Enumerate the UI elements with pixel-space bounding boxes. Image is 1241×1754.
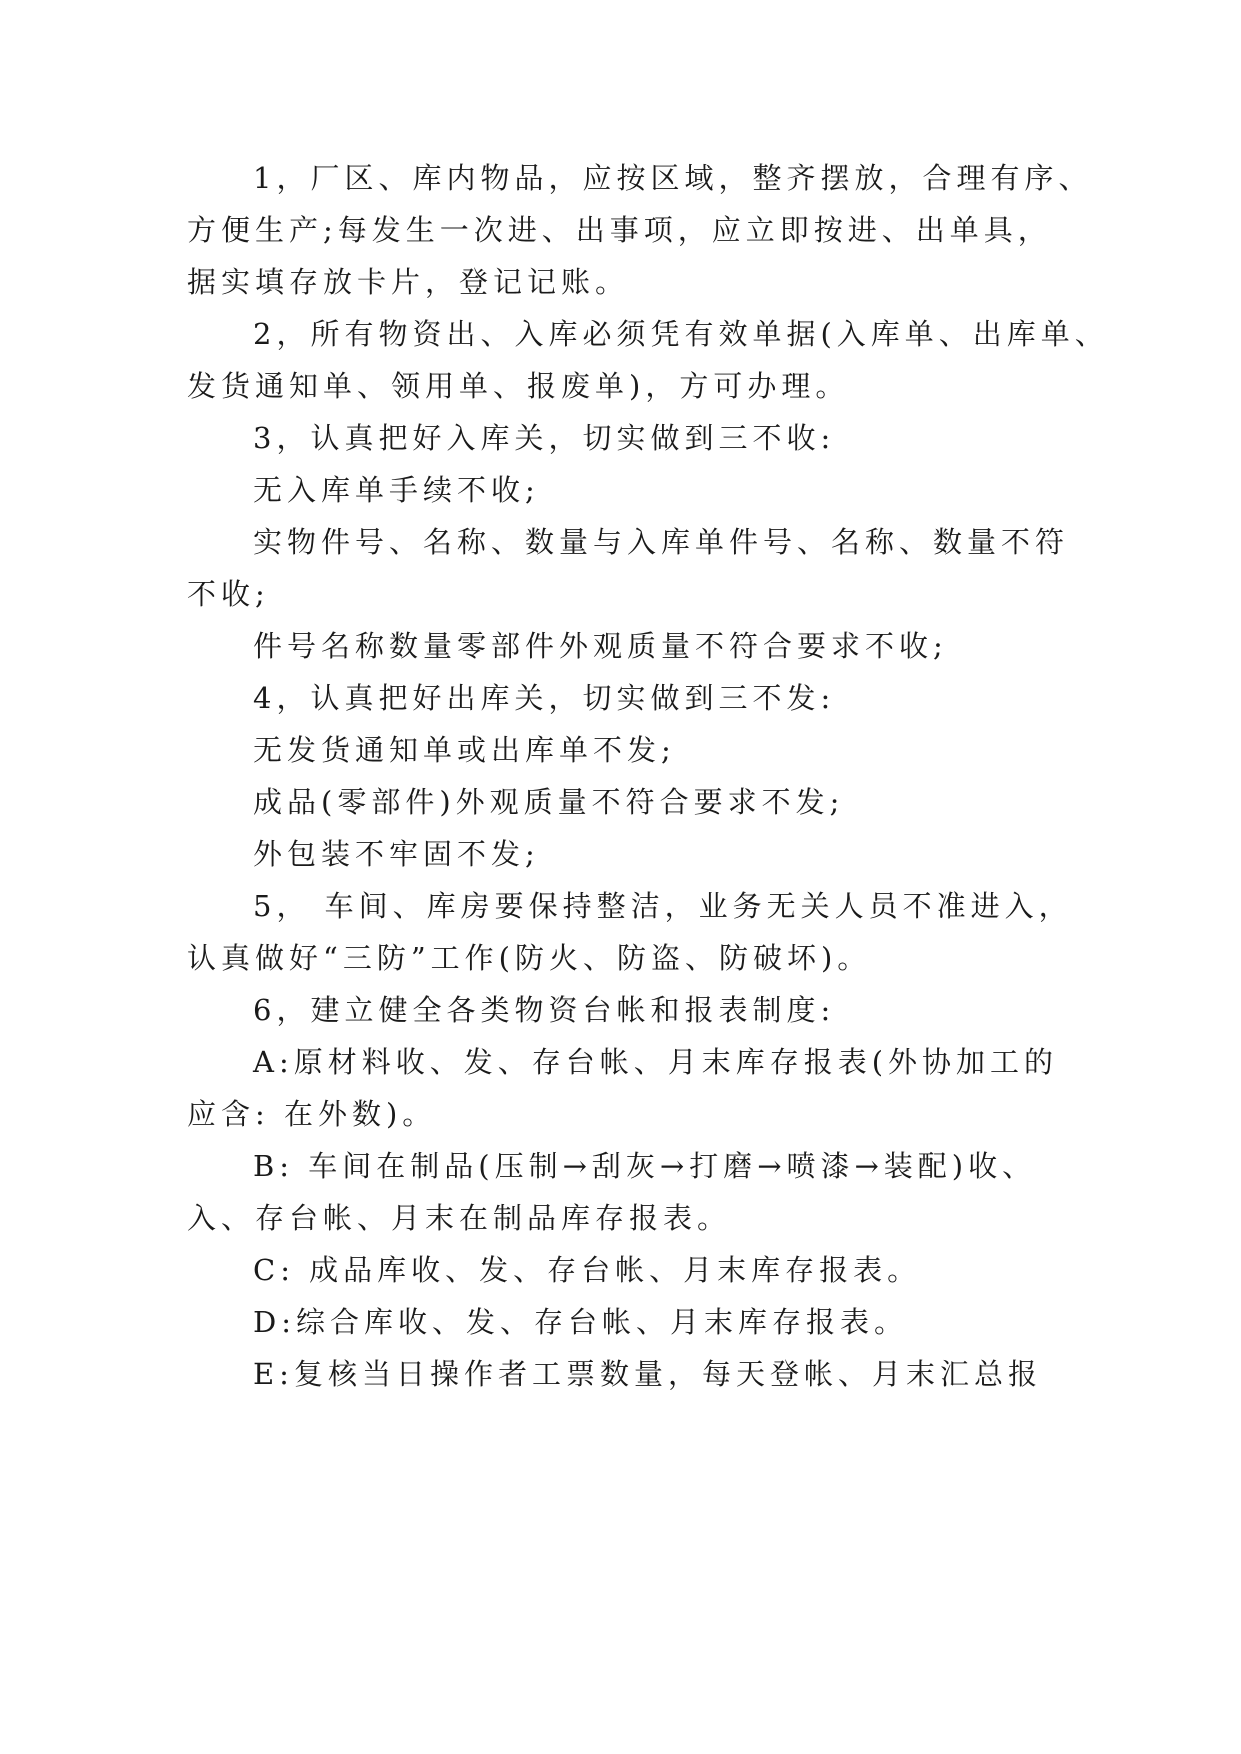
rule-5-line-2: 认真做好“三防”工作(防火、防盗、防破坏)。	[187, 941, 872, 975]
rule-4-item-3: 外包装不牢固不发;	[253, 837, 540, 871]
rule-3-item-3: 件号名称数量零部件外观质量不符合要求不收;	[253, 629, 948, 663]
rule-4-item-2: 成品(零部件)外观质量不符合要求不发;	[253, 785, 845, 819]
rule-1-line-3: 据实填存放卡片，登记记账。	[187, 265, 630, 299]
rule-6-item-b-line-1: B: 车间在制品(压制→刮灰→打磨→喷漆→装配)收、	[253, 1149, 1037, 1183]
rule-2-line-1: 2，所有物资出、入库必须凭有效单据(入库单、出库单、	[253, 317, 1109, 351]
rule-1-line-2: 方便生产;每发生一次进、出事项，应立即按进、出单具，	[187, 213, 1052, 247]
rule-3-item-1: 无入库单手续不收;	[253, 473, 540, 507]
rule-2-line-2: 发货通知单、领用单、报废单)，方可办理。	[187, 369, 850, 403]
rule-1-line-1: 1，厂区、库内物品，应按区域，整齐摆放，合理有序、	[253, 161, 1093, 195]
rule-4-item-1: 无发货通知单或出库单不发;	[253, 733, 676, 767]
rule-4-heading: 4，认真把好出库关，切实做到三不发:	[253, 681, 836, 715]
rule-6-item-a-line-2: 应含: 在外数)。	[187, 1097, 437, 1131]
rule-6-item-c: C: 成品库收、发、存台帐、月末库存报表。	[253, 1253, 922, 1287]
rule-3-item-2-line-2: 不收;	[187, 577, 270, 611]
rule-3-heading: 3，认真把好入库关，切实做到三不收:	[253, 421, 836, 455]
rule-3-item-2-line-1: 实物件号、名称、数量与入库单件号、名称、数量不符	[253, 525, 1070, 559]
rule-6-item-e: E:复核当日操作者工票数量，每天登帐、月末汇总报	[253, 1357, 1042, 1391]
rule-5-line-1: 5， 车间、库房要保持整洁，业务无关人员不准进入，	[253, 889, 1073, 923]
rule-6-item-d: D:综合库收、发、存台帐、月末库存报表。	[253, 1305, 909, 1339]
rule-6-heading: 6，建立健全各类物资台帐和报表制度:	[253, 993, 836, 1027]
rule-6-item-a-line-1: A:原材料收、发、存台帐、月末库存报表(外协加工的	[253, 1045, 1059, 1079]
rule-6-item-b-line-2: 入、存台帐、月末在制品库存报表。	[187, 1201, 732, 1235]
